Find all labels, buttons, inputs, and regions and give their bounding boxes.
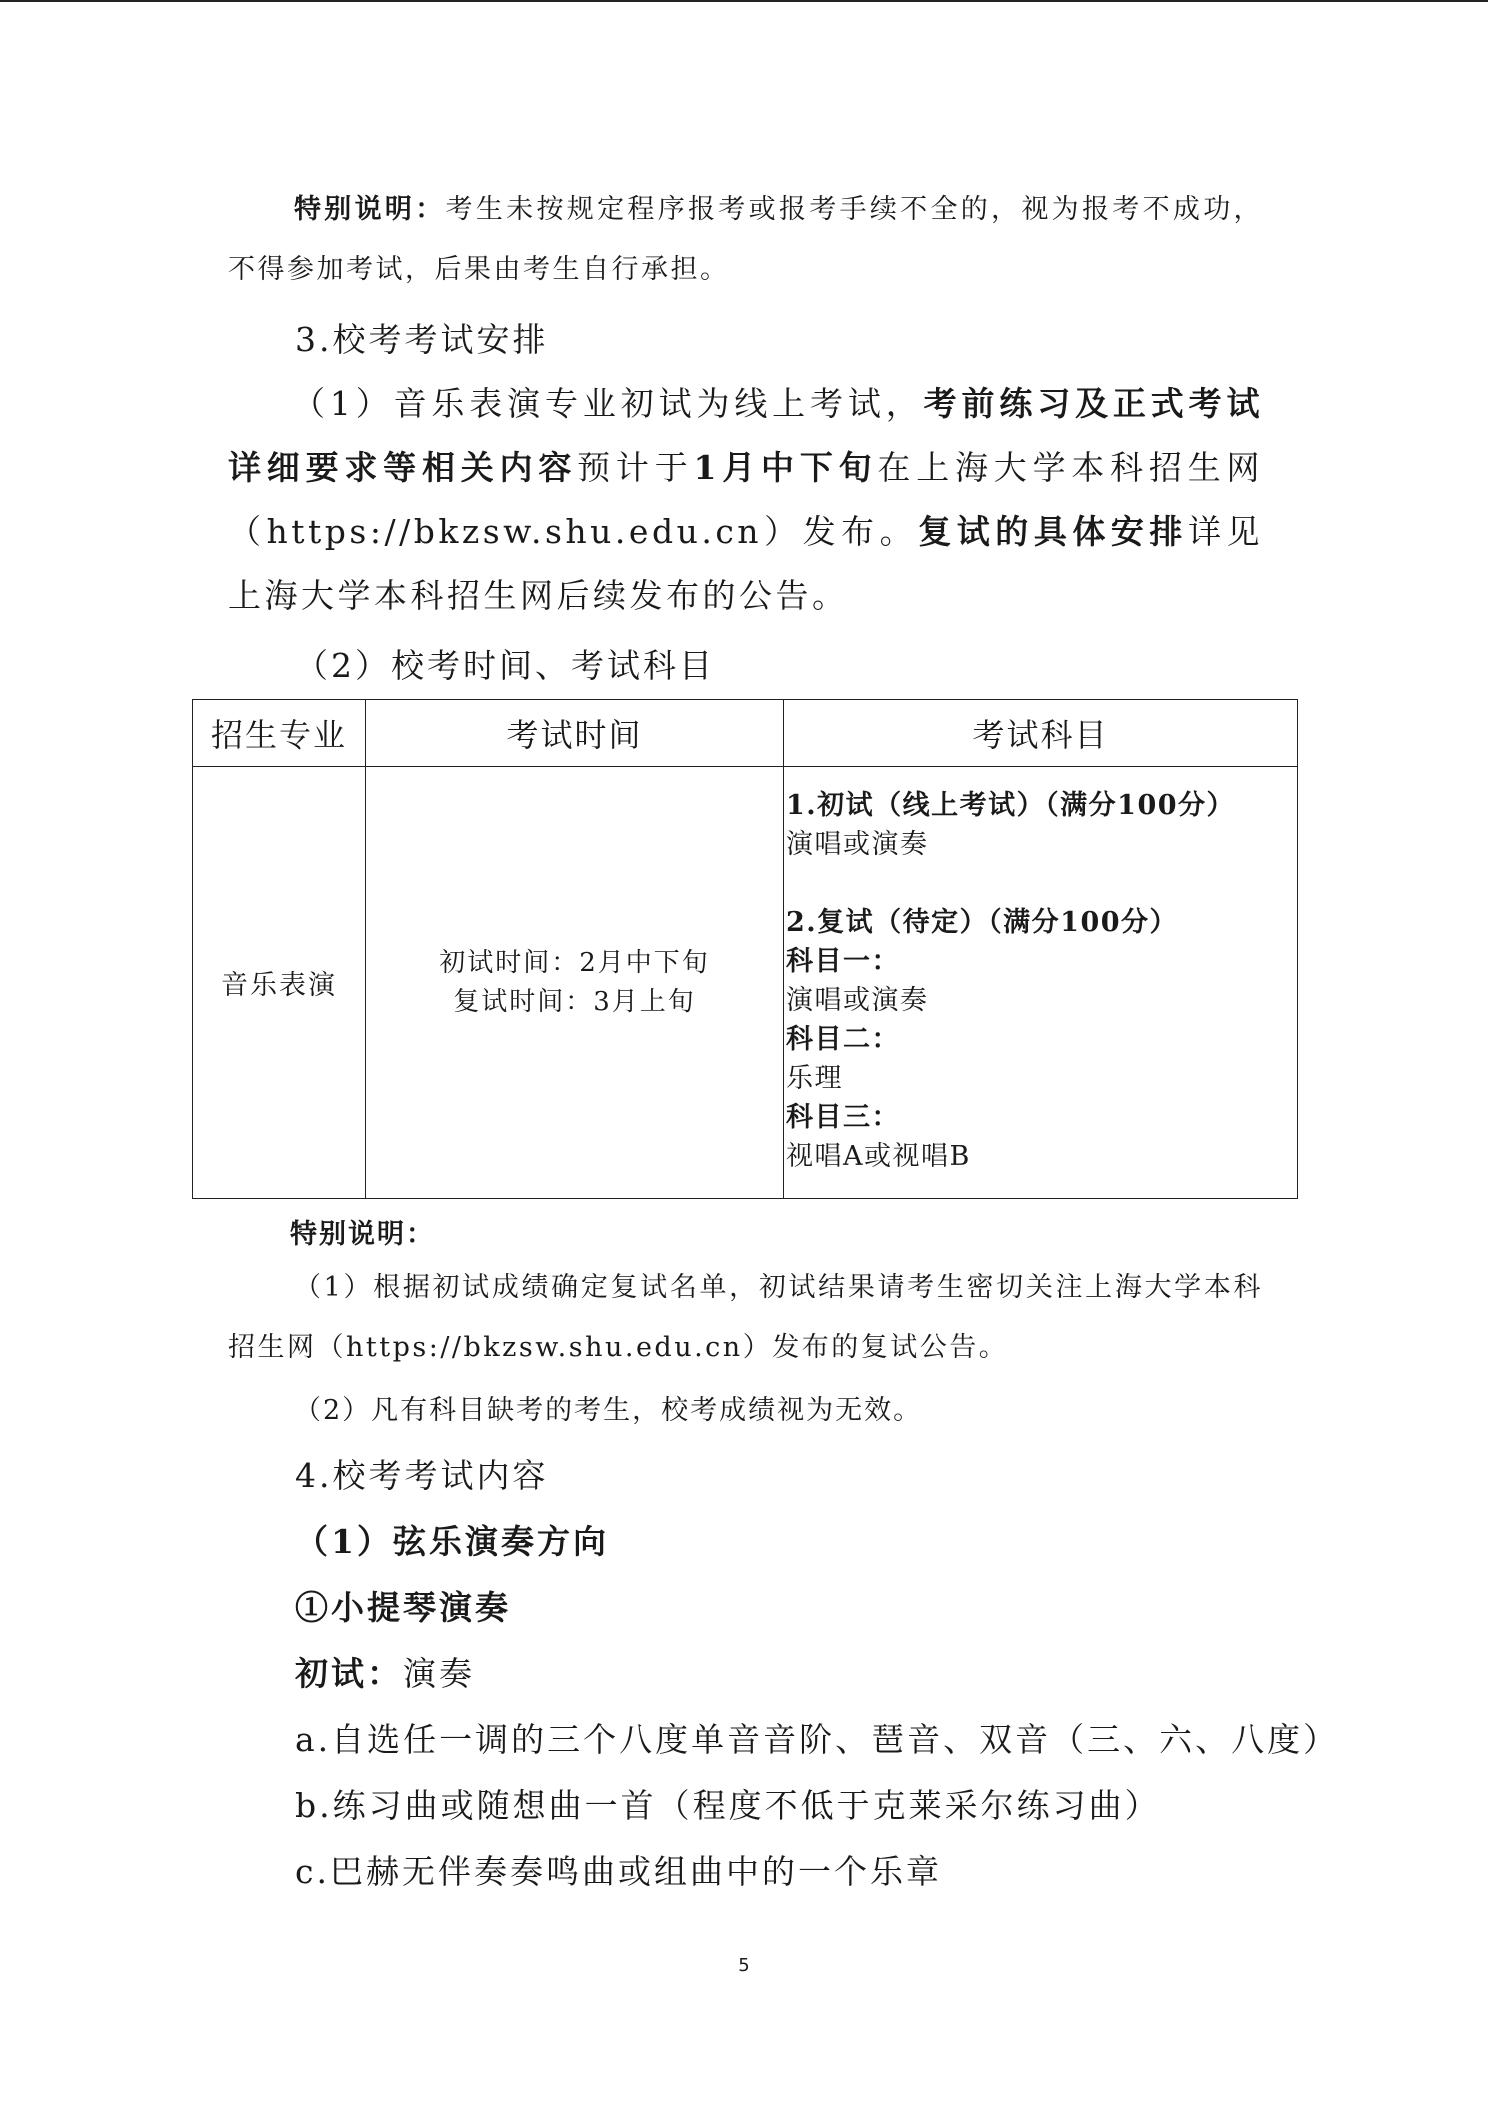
- subject-1-label: 科目一：: [786, 946, 900, 977]
- special-note-text: 考生未按规定程序报考或报考手续不全的，视为报考不成功，不得参加考试，后果由考生自行承担。: [228, 194, 1264, 285]
- special-note-2-label: 特别说明：: [290, 1219, 435, 1250]
- section-3-heading: 3.校考考试安排: [295, 320, 549, 359]
- initial-exam-value: 演奏: [403, 1654, 475, 1693]
- retest-time: 复试时间：3月上旬: [453, 986, 696, 1017]
- subject-3-value: 视唱A或视唱B: [786, 1141, 971, 1172]
- page-top-border: [0, 0, 1488, 2]
- para-text-2: 预计于: [577, 448, 694, 487]
- para-text-1: （1）音乐表演专业初试为线上考试，: [292, 384, 924, 423]
- table-header-subjects: 考试科目: [784, 700, 1298, 767]
- exam-schedule-table: [192, 699, 1298, 1199]
- spacer: [786, 864, 1297, 903]
- table-cell-subjects: [784, 767, 1298, 1199]
- table-header-time: 考试时间: [366, 700, 784, 767]
- initial-exam-line: [295, 1648, 475, 1695]
- initial-time: 初试时间：2月中下旬: [439, 947, 710, 978]
- table-header-major: 招生专业: [193, 700, 366, 767]
- para-bold-2: 1月中下旬: [693, 448, 878, 487]
- list-item: b.练习曲或随想曲一首（程度不低于克莱采尔练习曲）: [295, 1786, 1161, 1825]
- table-row: [193, 767, 1298, 1199]
- list-item: a.自选任一调的三个八度单音音阶、琶音、双音（三、六、八度）: [295, 1720, 1340, 1759]
- subject-3-label: 科目三：: [786, 1102, 900, 1133]
- table-cell-major: 音乐表演: [193, 767, 366, 1199]
- page-number: 5: [738, 1955, 750, 1976]
- section-4-subheading-violin: ①小提琴演奏: [295, 1588, 511, 1627]
- para-text-3: 在上海大学本科招生网（https://bkzsw.shu.edu.cn）发布。: [228, 448, 1264, 551]
- section-4-heading: 4.校考考试内容: [295, 1456, 549, 1495]
- section-4-subheading-strings: （1）弦乐演奏方向: [295, 1522, 609, 1561]
- para-bold-3: 复试的具体安排: [918, 512, 1188, 551]
- retest-title: 2.复试（待定）（满分100分）: [786, 907, 1179, 938]
- para-bold-1: 考前练习及正式考试详细要求等相关内容: [228, 384, 1264, 487]
- special-note-1: [228, 180, 1263, 300]
- special-note-label: 特别说明：: [294, 194, 446, 225]
- initial-exam-item: 演唱或演奏: [786, 829, 929, 860]
- para-text-4: 详见上海大学本科招生网后续发布的公告。: [228, 512, 1263, 615]
- list-item: c.巴赫无伴奏奏鸣曲或组曲中的一个乐章: [295, 1852, 942, 1891]
- section-3-subheading: （2）校考时间、考试科目: [295, 646, 715, 685]
- initial-exam-label: 初试：: [295, 1654, 403, 1693]
- table-header-row: [193, 700, 1298, 767]
- initial-exam-title: 1.初试（线上考试）（满分100分）: [786, 790, 1236, 821]
- subject-2-value: 乐理: [786, 1063, 843, 1094]
- subject-1-value: 演唱或演奏: [786, 985, 929, 1016]
- subject-2-label: 科目二：: [786, 1024, 900, 1055]
- table-cell-time: [366, 767, 784, 1199]
- special-note-2-item-1: （1）根据初试成绩确定复试名单，初试结果请考生密切关注上海大学本科招生网（https://bkzsw.shu.edu.cn）发布的复试公告。: [228, 1272, 1263, 1363]
- section-3-paragraph: [228, 372, 1263, 628]
- special-note-2-item-2: （2）凡有科目缺考的考生，校考成绩视为无效。: [294, 1395, 923, 1426]
